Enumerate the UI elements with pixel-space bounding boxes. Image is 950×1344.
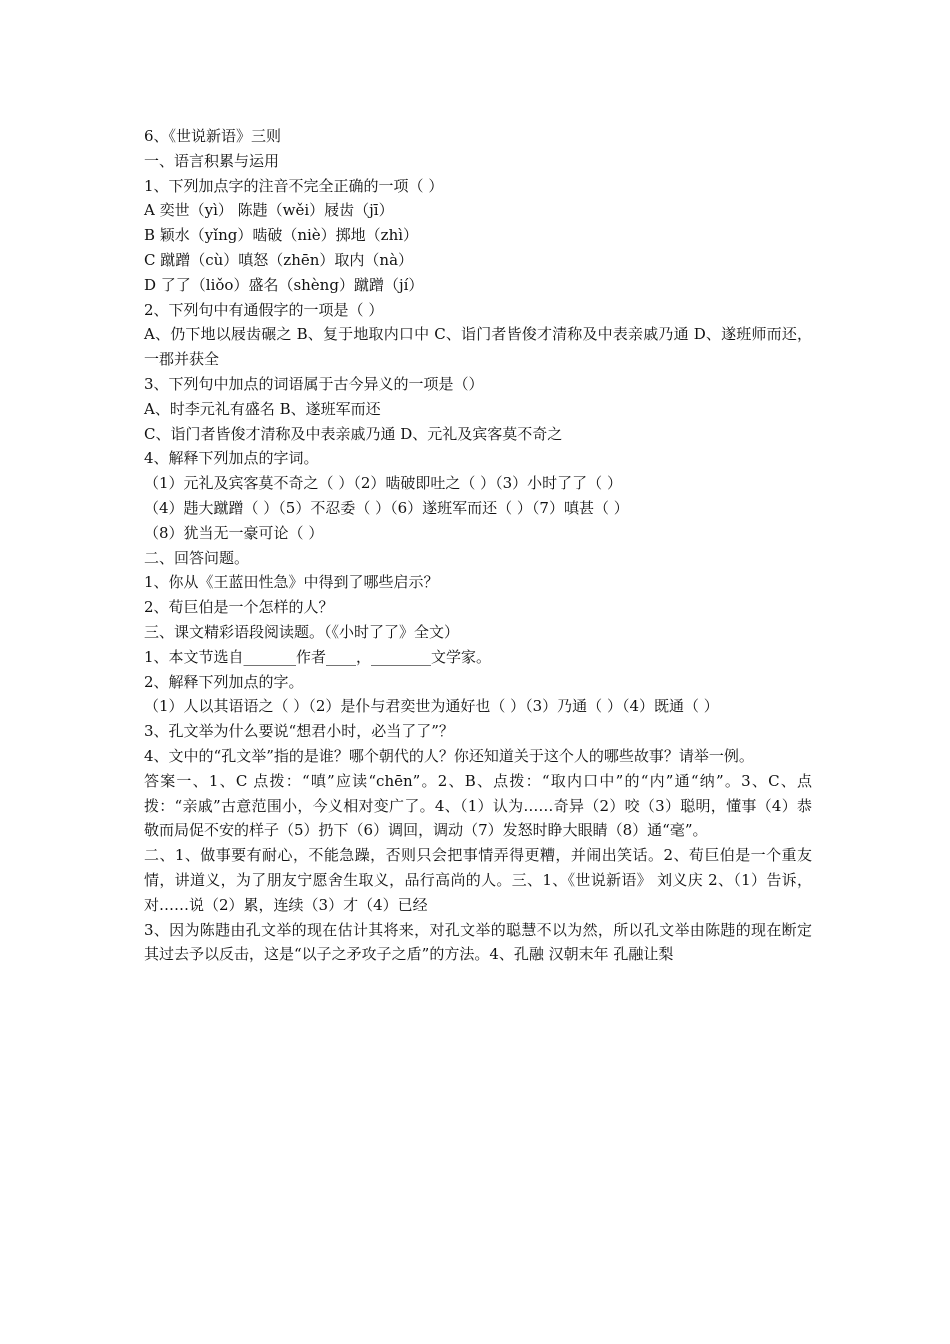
section-heading-2: 二、回答问题。 bbox=[144, 548, 250, 567]
question-1-3-options-ab: A、时李元礼有盛名 B、遂班军而还 bbox=[144, 399, 381, 418]
question-3-1: 1、本文节选自_______作者____，________文学家。 bbox=[144, 647, 492, 666]
question-3-2-items: （1）人以其语语之（ ）（2）是仆与君奕世为通好也（ ）（3）乃通（ ）（4）既通（ ） bbox=[144, 697, 719, 716]
option-a: A 奕世（yì） 陈韪（wěi）屐齿（jī） bbox=[144, 201, 394, 220]
question-1-3-options-cd: C、诣门者皆俊才清称及中表亲戚乃通 D、元礼及宾客莫不奇之 bbox=[144, 424, 563, 443]
option-b: B 颖水（yǐng）啮破（niè）掷地（zhì） bbox=[144, 226, 419, 245]
question-1-1: 1、下列加点字的注音不完全正确的一项（ ） bbox=[144, 176, 444, 195]
question-1-2-options: A、仍下地以屐齿碾之 B、复于地取内口中 C、诣门者皆俊才清称及中表亲戚乃通 D、遂班师而还，一郡并获全 bbox=[144, 325, 812, 369]
answer-part-3: 3、因为陈韪由孔文举的现在估计其将来，对孔文举的聪慧不以为然，所以孔文举由陈韪的现在断定其过去予以反击，这是“以子之矛攻子之盾”的方法。4、孔融 汉朝末年 孔融让梨 bbox=[144, 920, 812, 964]
question-1-4: 4、解释下列加点的字词。 bbox=[144, 449, 319, 468]
question-3-3: 3、孔文举为什么要说“想君小时，必当了了”？ bbox=[144, 722, 454, 741]
answer-part-1: 答案一、1、C 点拨：“嗔”应读“chēn”。2、B、点拨：“取内口中”的“内”通“纳”。3、C、点拨：“亲戚”古意范围小，今义相对变广了。4、（1）认为……奇异（2）咬（3）聪明，懂事（4）恭敬而局促不安的样子（5）扔下（6）调回，调动（7）发怒时睁大眼睛（8）通“毫”。 bbox=[144, 771, 812, 840]
question-2-2: 2、荀巨伯是一个怎样的人？ bbox=[144, 598, 334, 617]
option-d: D 了了（liǒo）盛名（shèng）蹴蹭（jí） bbox=[144, 275, 424, 294]
question-1-3: 3、下列句中加点的词语属于古今异义的一项是（） bbox=[144, 374, 484, 393]
question-1-4-row-1: （1）元礼及宾客莫不奇之（ ）（2）啮破即吐之（ ）（3）小时了了（ ） bbox=[144, 474, 622, 493]
section-heading-1: 一、语言积累与运用 bbox=[144, 151, 280, 170]
section-heading-3: 三、课文精彩语段阅读题。（《小时了了》全文） bbox=[144, 622, 460, 641]
question-3-2: 2、解释下列加点的字。 bbox=[144, 672, 304, 691]
question-2-1: 1、你从《王蓝田性急》中得到了哪些启示？ bbox=[144, 573, 439, 592]
question-1-4-row-3: （8）犹当无一豪可论（ ） bbox=[144, 523, 324, 542]
document-page bbox=[144, 124, 812, 967]
question-1-4-row-2: （4）韪大蹴蹭（ ）（5）不忍委（ ）（6）遂班军而还（ ）（7）嗔甚（ ） bbox=[144, 498, 629, 517]
question-3-4: 4、文中的“孔文举”指的是谁？哪个朝代的人？你还知道关于这个人的哪些故事？请举一例。 bbox=[144, 746, 754, 765]
question-1-2: 2、下列句中有通假字的一项是（ ） bbox=[144, 300, 384, 319]
option-c: C 蹴蹭（cù）嗔怒（zhēn）取内（nà） bbox=[144, 250, 414, 269]
lesson-title: 6、《世说新语》三则 bbox=[144, 127, 282, 145]
answer-part-2: 二、1、做事要有耐心，不能急躁，否则只会把事情弄得更糟，并闹出笑话。2、荀巨伯是一个重友情，讲道义，为了朋友宁愿舍生取义，品行高尚的人。三、1、《世说新语》 刘义庆 2、（1）告诉，对……说（2）累，连续（3）才（4）已经 bbox=[144, 846, 812, 914]
